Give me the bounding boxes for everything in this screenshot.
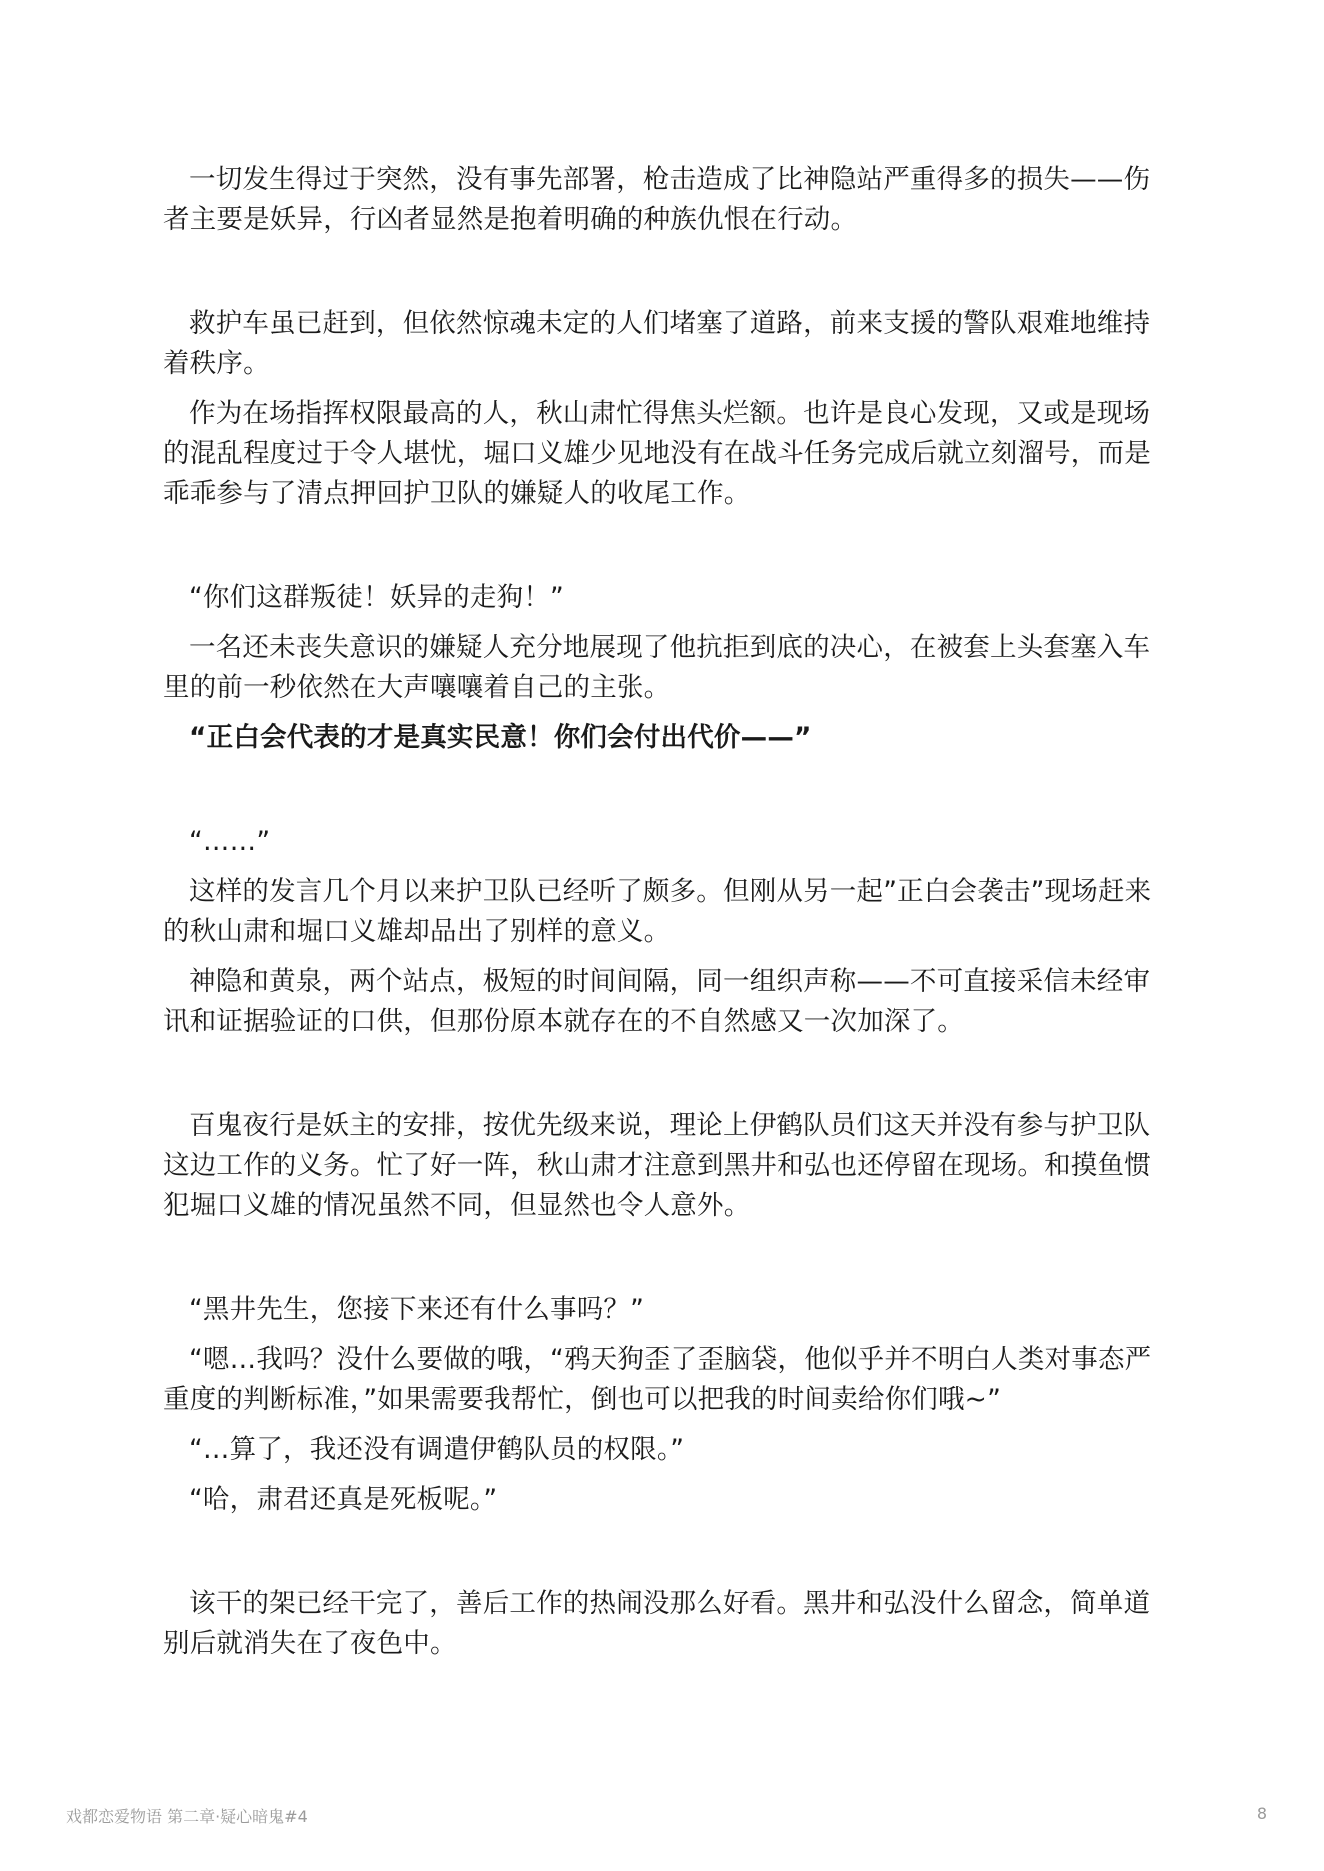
bold-dialogue-line: “正白会代表的才是真实民意！你们会付出代价——” — [189, 722, 812, 753]
paragraph: 百鬼夜行是妖主的安排，按优先级来说，理论上伊鹤队员们这天并没有参与护卫队这边工作的义务。忙了好一阵，秋山肃才注意到黑井和弘也还停留在现场。和摸鱼惯犯堀口义雄的情况虽然不同，但显然也令人意外。 — [163, 1110, 1151, 1221]
paragraph: 该干的架已经干完了，善后工作的热闹没那么好看。黑井和弘没什么留念，简单道别后就消失在了夜色中。 — [163, 1588, 1151, 1659]
footer-title: 戏都恋爱物语 第二章·疑心暗鬼#4 — [66, 1807, 308, 1826]
dialogue-line: “你们这群叛徒！妖异的走狗！” — [189, 582, 564, 613]
page-number: 8 — [1256, 1804, 1267, 1823]
paragraph: 作为在场指挥权限最高的人，秋山肃忙得焦头烂额。也许是良心发现，又或是现场的混乱程度过于令人堪忧，堀口义雄少见地没有在战斗任务完成后就立刻溜号，而是乖乖参与了清点押回护卫队的嫌疑人的收尾工作。 — [163, 398, 1151, 509]
dialogue-line: “…算了，我还没有调遣伊鹤队员的权限。” — [189, 1434, 685, 1465]
paragraph: 救护车虽已赶到，但依然惊魂未定的人们堵塞了道路，前来支援的警队艰难地维持着秩序。 — [163, 308, 1151, 379]
dialogue-line: “黑井先生，您接下来还有什么事吗？” — [189, 1294, 645, 1325]
dialogue-line: “嗯…我吗？没什么要做的哦，“鸦天狗歪了歪脑袋，他似乎并不明白人类对事态严重度的判断标准，”如果需要我帮忙，倒也可以把我的时间卖给你们哦~” — [163, 1344, 1152, 1415]
dialogue-line: “哈，肃君还真是死板呢。” — [189, 1484, 498, 1515]
paragraph: 神隐和黄泉，两个站点，极短的时间间隔，同一组织声称——不可直接采信未经审讯和证据验证的口供，但那份原本就存在的不自然感又一次加深了。 — [163, 966, 1151, 1037]
dialogue-line: “……” — [189, 826, 271, 857]
paragraph: 一名还未丧失意识的嫌疑人充分地展现了他抗拒到底的决心，在被套上头套塞入车里的前一秒依然在大声嚷嚷着自己的主张。 — [163, 632, 1151, 703]
paragraph: 一切发生得过于突然，没有事先部署，枪击造成了比神隐站严重得多的损失——伤者主要是妖异，行凶者显然是抱着明确的种族仇恨在行动。 — [163, 164, 1151, 235]
page-body — [163, 160, 1159, 1664]
paragraph: 这样的发言几个月以来护卫队已经听了颇多。但刚从另一起”正白会袭击”现场赶来的秋山肃和堀口义雄却品出了别样的意义。 — [163, 876, 1152, 947]
